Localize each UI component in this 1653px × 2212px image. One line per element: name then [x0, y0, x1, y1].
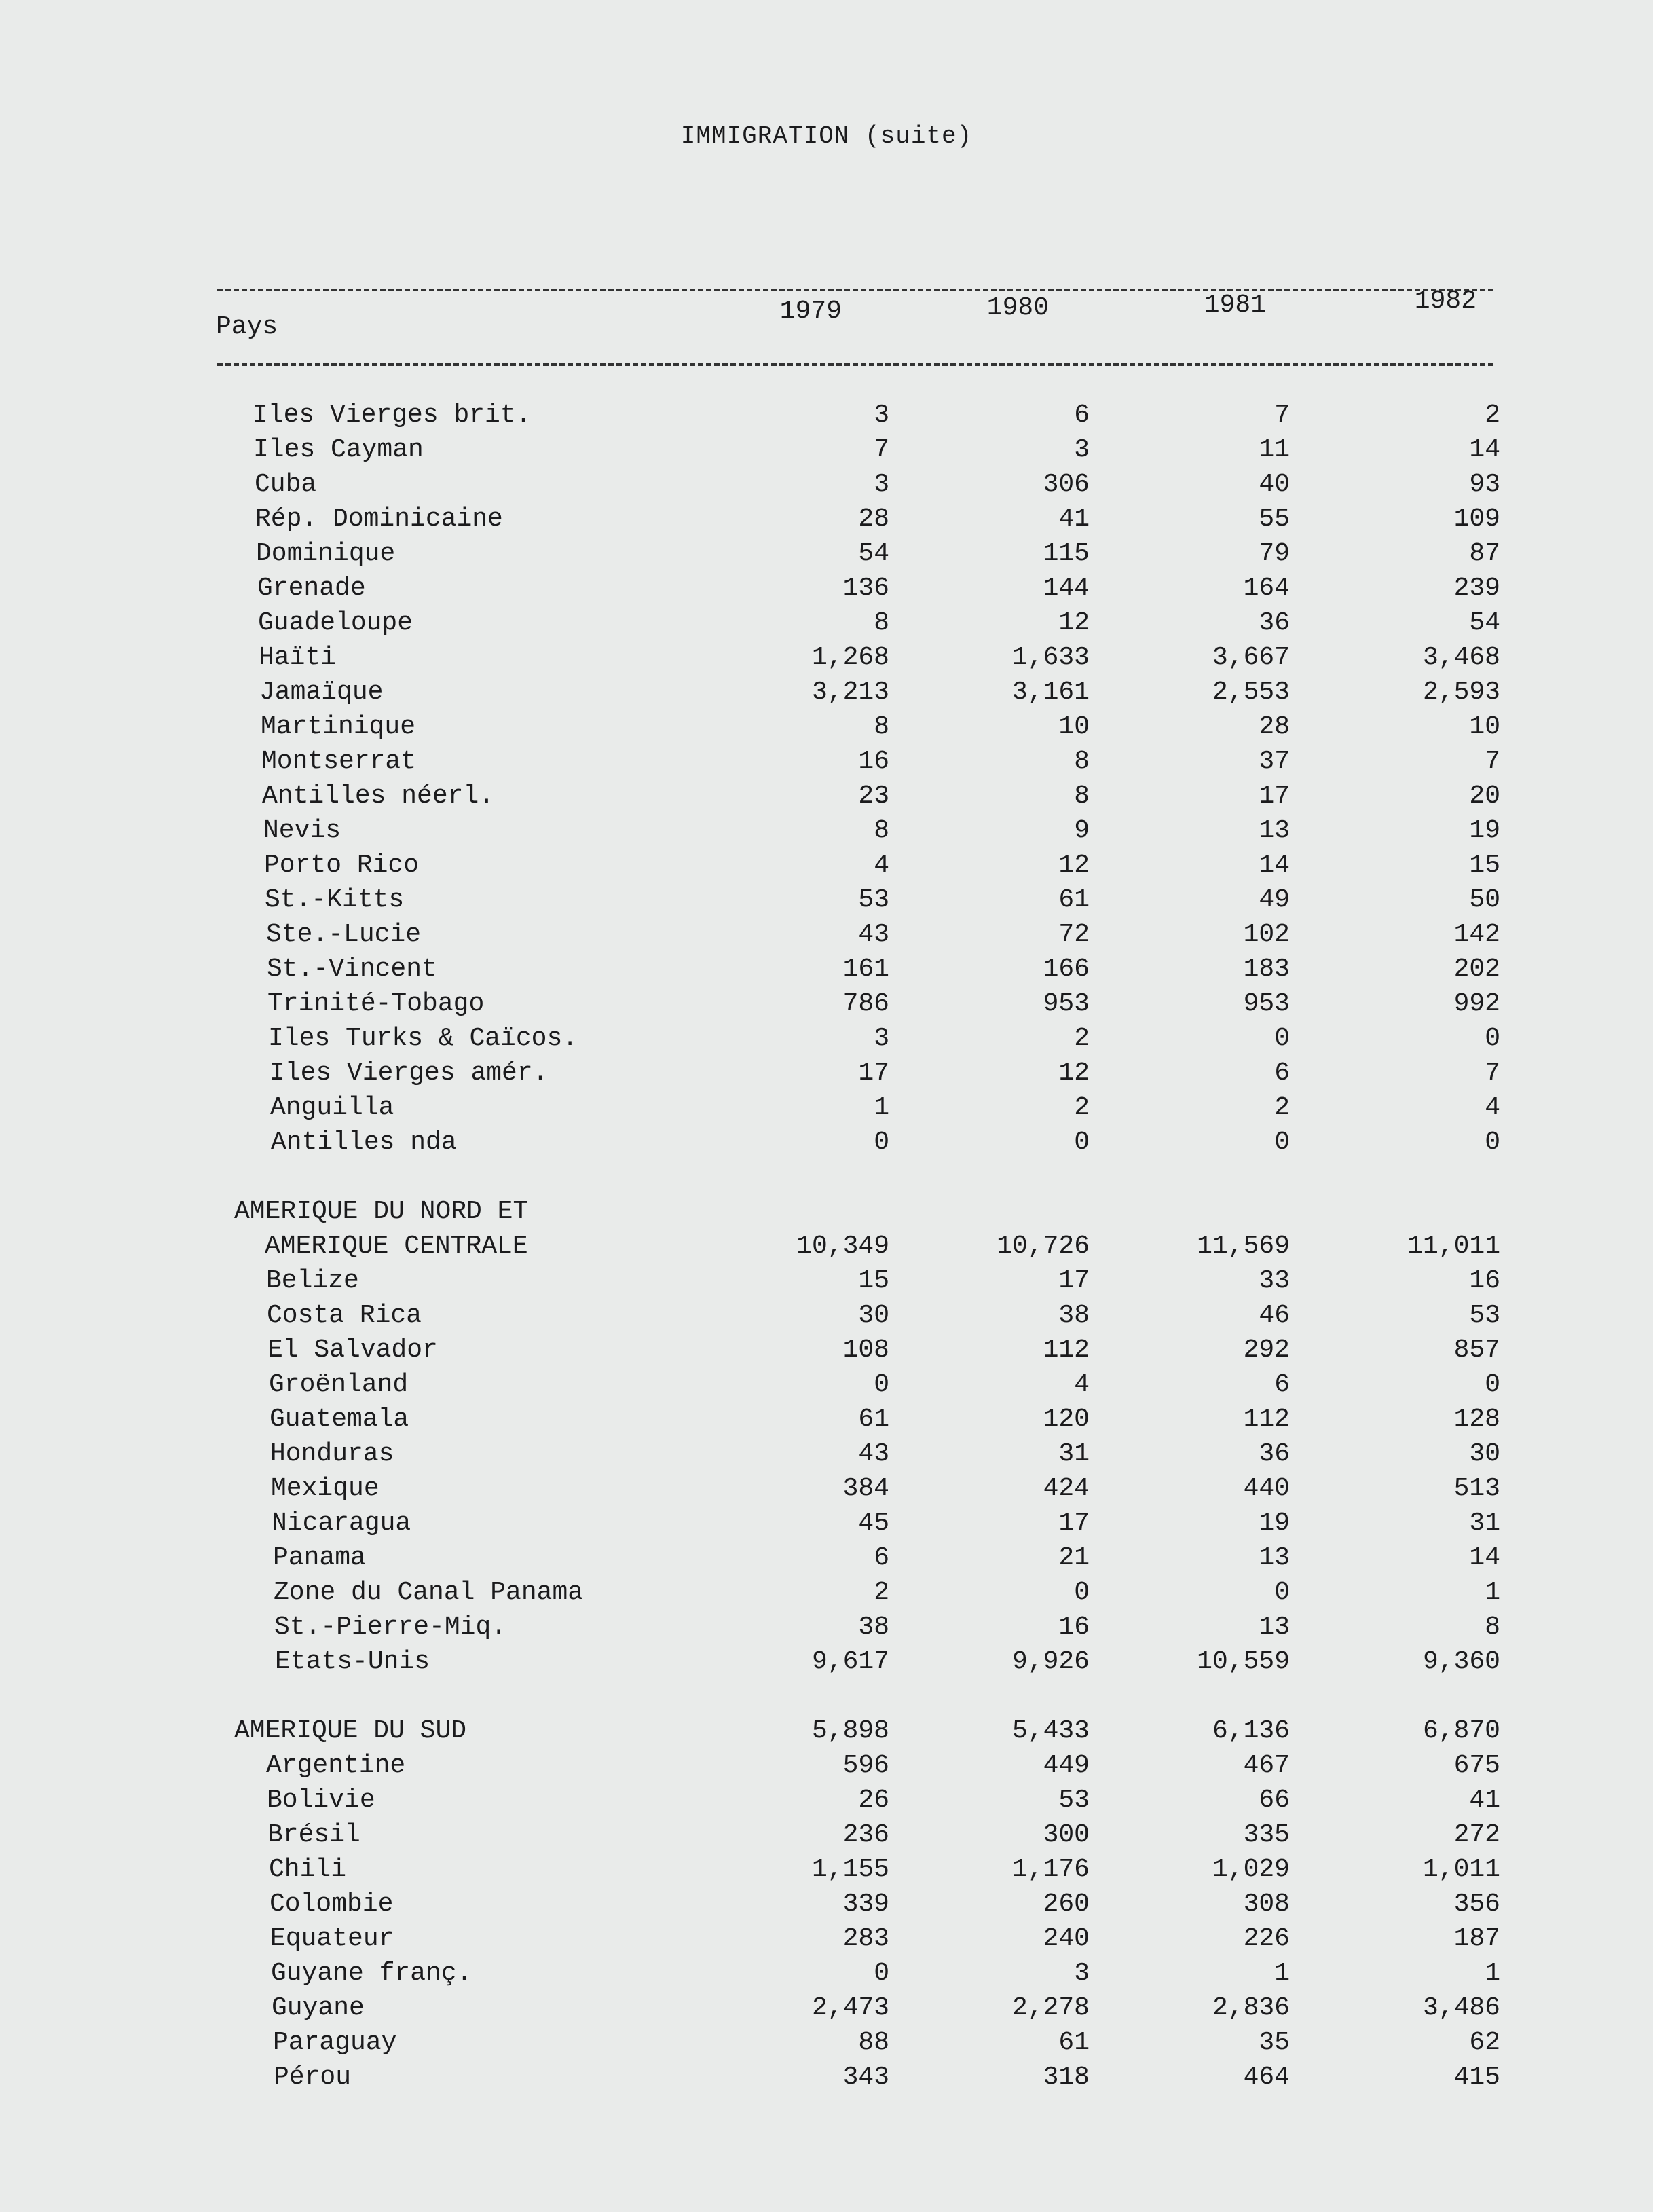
value-cell-1982: 87 — [1469, 539, 1500, 568]
value-cell-1981: 33 — [1259, 1266, 1290, 1295]
value-cell-1980: 144 — [1043, 574, 1090, 603]
value-cell-1982: 1 — [1485, 1578, 1500, 1607]
value-cell-1980: 61 — [1058, 885, 1090, 915]
country-name: Iles Vierges amér. — [270, 1058, 549, 1088]
value-cell-1982: 356 — [1453, 1890, 1500, 1919]
value-cell-1981: 13 — [1259, 1612, 1290, 1642]
value-cell-1980: 21 — [1058, 1543, 1090, 1572]
value-cell-1980: 3,161 — [1011, 678, 1090, 707]
column-header-1979: 1979 — [779, 297, 842, 326]
country-name: Honduras — [270, 1439, 394, 1469]
table-row — [0, 574, 1653, 608]
country-name: Haïti — [259, 643, 337, 672]
value-cell-1982: 128 — [1453, 1405, 1500, 1434]
value-cell-1982: 16 — [1469, 1266, 1500, 1295]
value-cell-1982: 7 — [1485, 1058, 1500, 1088]
value-cell-1980: 166 — [1043, 955, 1090, 984]
value-cell-1982: 50 — [1469, 885, 1500, 915]
value-cell-1981: 28 — [1259, 712, 1290, 741]
table-row — [0, 1335, 1653, 1370]
country-name: Rép. Dominicaine — [255, 504, 503, 534]
table-row — [0, 1509, 1653, 1543]
country-name: St.-Kitts — [265, 885, 405, 915]
value-cell-1979: 0 — [874, 1128, 889, 1157]
value-cell-1980: 1,633 — [1011, 643, 1090, 672]
value-cell-1981: 66 — [1259, 1786, 1290, 1815]
value-cell-1980: 16 — [1058, 1612, 1090, 1642]
value-cell-1981: 35 — [1259, 2028, 1290, 2057]
table-row — [0, 781, 1653, 816]
section-heading: AMERIQUE DU SUD — [234, 1716, 467, 1746]
table-row — [0, 955, 1653, 989]
value-cell-1981: 19 — [1259, 1509, 1290, 1538]
value-cell-1981: 10,559 — [1197, 1647, 1290, 1676]
table-row — [0, 1093, 1653, 1128]
value-cell-1981: 112 — [1243, 1405, 1290, 1434]
value-cell-1979: 6 — [874, 1543, 889, 1572]
value-cell-1981: 292 — [1243, 1335, 1290, 1365]
table-row — [0, 1058, 1653, 1093]
value-cell-1979: 23 — [858, 781, 889, 811]
value-cell-1982: 202 — [1453, 955, 1500, 984]
value-cell-1982: 54 — [1469, 608, 1500, 638]
country-name: Argentine — [266, 1751, 406, 1780]
value-cell-1981: 6 — [1274, 1058, 1290, 1088]
value-cell-1979: 8 — [874, 712, 889, 741]
value-cell-1980: 3 — [1074, 1959, 1090, 1988]
value-cell-1980: 112 — [1043, 1335, 1090, 1365]
value-cell-1981: 183 — [1243, 955, 1290, 984]
value-cell-1982: 62 — [1469, 2028, 1500, 2057]
value-cell-1979: 283 — [842, 1924, 889, 1953]
value-cell-1980: 1,176 — [1011, 1855, 1090, 1884]
country-name: Pérou — [274, 2063, 352, 2092]
column-header-pays: Pays — [216, 312, 278, 342]
value-cell-1979: 43 — [858, 1439, 889, 1469]
country-name: Guadeloupe — [258, 608, 413, 638]
value-cell-1981: 464 — [1243, 2063, 1290, 2092]
country-name: Chili — [269, 1855, 347, 1884]
table-row — [0, 1855, 1653, 1890]
value-cell-1980: 8 — [1074, 781, 1090, 811]
section-heading-row — [0, 1232, 1653, 1266]
value-cell-1979: 38 — [858, 1612, 889, 1642]
value-cell-1979: 108 — [842, 1335, 889, 1365]
value-cell-1980: 953 — [1043, 989, 1090, 1018]
value-cell-1982: 11,011 — [1407, 1232, 1500, 1261]
value-cell-1982: 10 — [1469, 712, 1500, 741]
country-name: Costa Rica — [267, 1301, 422, 1330]
value-cell-1980: 0 — [1074, 1578, 1090, 1607]
country-name: Jamaïque — [259, 678, 384, 707]
section-spacer — [0, 1162, 1653, 1197]
value-cell-1982: 9,360 — [1422, 1647, 1500, 1676]
table-row — [0, 1301, 1653, 1335]
value-cell-1981: 37 — [1259, 747, 1290, 776]
country-name: Dominique — [256, 539, 396, 568]
country-name: Montserrat — [261, 747, 417, 776]
value-cell-1979: 15 — [858, 1266, 889, 1295]
section-spacer — [0, 1682, 1653, 1716]
value-cell-1979: 236 — [842, 1820, 889, 1849]
value-cell-1981: 308 — [1243, 1890, 1290, 1919]
section-heading: AMERIQUE DU NORD ET — [234, 1197, 529, 1226]
value-cell-1981: 17 — [1259, 781, 1290, 811]
value-cell-1981: 1,029 — [1212, 1855, 1290, 1884]
value-cell-1980: 2 — [1074, 1024, 1090, 1053]
value-cell-1982: 675 — [1453, 1751, 1500, 1780]
value-cell-1979: 5,898 — [811, 1716, 889, 1746]
value-cell-1982: 992 — [1453, 989, 1500, 1018]
table-row — [0, 885, 1653, 920]
value-cell-1980: 61 — [1058, 2028, 1090, 2057]
table-row — [0, 1612, 1653, 1647]
value-cell-1981: 55 — [1259, 504, 1290, 534]
value-cell-1981: 11 — [1259, 435, 1290, 464]
value-cell-1981: 3,667 — [1212, 643, 1290, 672]
value-cell-1979: 8 — [874, 816, 889, 845]
value-cell-1981: 40 — [1259, 470, 1290, 499]
country-name: Antilles nda — [271, 1128, 457, 1157]
column-header-1982: 1982 — [1414, 287, 1476, 316]
value-cell-1979: 17 — [858, 1058, 889, 1088]
value-cell-1982: 857 — [1453, 1335, 1500, 1365]
value-cell-1979: 10,349 — [796, 1232, 889, 1261]
value-cell-1979: 53 — [858, 885, 889, 915]
country-name: Nevis — [263, 816, 341, 845]
value-cell-1982: 93 — [1469, 470, 1500, 499]
value-cell-1979: 88 — [858, 2028, 889, 2057]
table-row — [0, 989, 1653, 1024]
value-cell-1982: 41 — [1469, 1786, 1500, 1815]
value-cell-1982: 19 — [1469, 816, 1500, 845]
value-cell-1982: 8 — [1485, 1612, 1500, 1642]
value-cell-1980: 41 — [1058, 504, 1090, 534]
value-cell-1979: 26 — [858, 1786, 889, 1815]
value-cell-1982: 3,468 — [1422, 643, 1500, 672]
value-cell-1980: 115 — [1043, 539, 1090, 568]
value-cell-1982: 6,870 — [1422, 1716, 1500, 1746]
value-cell-1980: 12 — [1058, 1058, 1090, 1088]
value-cell-1980: 240 — [1043, 1924, 1090, 1953]
value-cell-1982: 7 — [1485, 747, 1500, 776]
table-row — [0, 608, 1653, 643]
country-name: El Salvador — [267, 1335, 438, 1365]
value-cell-1982: 0 — [1485, 1370, 1500, 1399]
country-name: Colombie — [270, 1890, 394, 1919]
table-row — [0, 539, 1653, 574]
value-cell-1982: 2 — [1485, 401, 1500, 430]
country-name: Groënland — [269, 1370, 409, 1399]
column-header-1980: 1980 — [986, 293, 1049, 322]
table-row — [0, 1024, 1653, 1058]
country-name: Anguilla — [270, 1093, 394, 1122]
table-row — [0, 1405, 1653, 1439]
table-row — [0, 678, 1653, 712]
value-cell-1981: 1 — [1274, 1959, 1290, 1988]
value-cell-1982: 0 — [1485, 1128, 1500, 1157]
value-cell-1979: 136 — [842, 574, 889, 603]
value-cell-1979: 30 — [858, 1301, 889, 1330]
value-cell-1981: 102 — [1243, 920, 1290, 949]
table-row — [0, 504, 1653, 539]
value-cell-1980: 2 — [1074, 1093, 1090, 1122]
value-cell-1982: 20 — [1469, 781, 1500, 811]
value-cell-1980: 12 — [1058, 608, 1090, 638]
value-cell-1981: 335 — [1243, 1820, 1290, 1849]
value-cell-1979: 0 — [874, 1370, 889, 1399]
value-cell-1979: 61 — [858, 1405, 889, 1434]
value-cell-1980: 38 — [1058, 1301, 1090, 1330]
value-cell-1980: 10,726 — [997, 1232, 1090, 1261]
value-cell-1982: 15 — [1469, 851, 1500, 880]
value-cell-1979: 54 — [858, 539, 889, 568]
value-cell-1980: 5,433 — [1011, 1716, 1090, 1746]
value-cell-1982: 4 — [1485, 1093, 1500, 1122]
page-title: IMMIGRATION (suite) — [680, 122, 973, 150]
value-cell-1979: 786 — [842, 989, 889, 1018]
value-cell-1982: 14 — [1469, 1543, 1500, 1572]
value-cell-1979: 45 — [858, 1509, 889, 1538]
country-name: Guyane — [272, 1993, 365, 2023]
value-cell-1980: 12 — [1058, 851, 1090, 880]
value-cell-1979: 1,268 — [811, 643, 889, 672]
value-cell-1979: 339 — [842, 1890, 889, 1919]
value-cell-1979: 3,213 — [811, 678, 889, 707]
value-cell-1979: 161 — [842, 955, 889, 984]
value-cell-1981: 36 — [1259, 608, 1290, 638]
value-cell-1982: 272 — [1453, 1820, 1500, 1849]
value-cell-1981: 467 — [1243, 1751, 1290, 1780]
table-row — [0, 851, 1653, 885]
value-cell-1980: 10 — [1058, 712, 1090, 741]
value-cell-1979: 2 — [874, 1578, 889, 1607]
column-header-1981: 1981 — [1204, 291, 1266, 320]
value-cell-1982: 1 — [1485, 1959, 1500, 1988]
value-cell-1982: 187 — [1453, 1924, 1500, 1953]
value-cell-1979: 1 — [874, 1093, 889, 1122]
country-name: Antilles néerl. — [262, 781, 495, 811]
value-cell-1981: 13 — [1259, 816, 1290, 845]
value-cell-1980: 9 — [1074, 816, 1090, 845]
value-cell-1979: 3 — [874, 401, 889, 430]
country-name: Belize — [266, 1266, 359, 1295]
value-cell-1980: 17 — [1058, 1266, 1090, 1295]
value-cell-1981: 953 — [1243, 989, 1290, 1018]
country-name: Guatemala — [270, 1405, 409, 1434]
value-cell-1980: 9,926 — [1011, 1647, 1090, 1676]
value-cell-1979: 16 — [858, 747, 889, 776]
value-cell-1982: 0 — [1485, 1024, 1500, 1053]
country-name: Nicaragua — [272, 1509, 411, 1538]
value-cell-1982: 53 — [1469, 1301, 1500, 1330]
value-cell-1981: 36 — [1259, 1439, 1290, 1469]
value-cell-1981: 7 — [1274, 401, 1290, 430]
value-cell-1982: 1,011 — [1422, 1855, 1500, 1884]
value-cell-1981: 2,553 — [1212, 678, 1290, 707]
table-row — [0, 1924, 1653, 1959]
country-name: Brésil — [267, 1820, 360, 1849]
table-row — [0, 1128, 1653, 1162]
value-cell-1981: 0 — [1274, 1128, 1290, 1157]
table-row — [0, 1370, 1653, 1405]
value-cell-1982: 109 — [1453, 504, 1500, 534]
country-name: Equateur — [270, 1924, 394, 1953]
country-name: Bolivie — [267, 1786, 375, 1815]
country-name: Zone du Canal Panama — [274, 1578, 584, 1607]
value-cell-1980: 4 — [1074, 1370, 1090, 1399]
country-name: Grenade — [257, 574, 366, 603]
value-cell-1980: 0 — [1074, 1128, 1090, 1157]
value-cell-1982: 31 — [1469, 1509, 1500, 1538]
value-cell-1981: 46 — [1259, 1301, 1290, 1330]
section-heading: AMERIQUE CENTRALE — [265, 1232, 528, 1261]
table-row — [0, 1578, 1653, 1612]
table-row — [0, 1890, 1653, 1924]
value-cell-1982: 415 — [1453, 2063, 1500, 2092]
value-cell-1982: 513 — [1453, 1474, 1500, 1503]
table-row — [0, 1474, 1653, 1509]
value-cell-1979: 384 — [842, 1474, 889, 1503]
value-cell-1982: 14 — [1469, 435, 1500, 464]
value-cell-1979: 596 — [842, 1751, 889, 1780]
header-top-rule — [217, 289, 1493, 291]
value-cell-1980: 8 — [1074, 747, 1090, 776]
value-cell-1981: 11,569 — [1197, 1232, 1290, 1261]
value-cell-1982: 239 — [1453, 574, 1500, 603]
value-cell-1982: 3,486 — [1422, 1993, 1500, 2023]
header-bottom-rule — [217, 363, 1493, 366]
table-row — [0, 920, 1653, 955]
value-cell-1981: 49 — [1259, 885, 1290, 915]
immigration-table — [0, 401, 1653, 2097]
value-cell-1980: 53 — [1058, 1786, 1090, 1815]
value-cell-1980: 424 — [1043, 1474, 1090, 1503]
value-cell-1981: 440 — [1243, 1474, 1290, 1503]
value-cell-1982: 30 — [1469, 1439, 1500, 1469]
country-name: Iles Vierges brit. — [253, 401, 532, 430]
value-cell-1979: 7 — [874, 435, 889, 464]
value-cell-1981: 6 — [1274, 1370, 1290, 1399]
table-row — [0, 1543, 1653, 1578]
table-row — [0, 1647, 1653, 1682]
value-cell-1979: 343 — [842, 2063, 889, 2092]
value-cell-1979: 28 — [858, 504, 889, 534]
value-cell-1982: 142 — [1453, 920, 1500, 949]
value-cell-1981: 164 — [1243, 574, 1290, 603]
value-cell-1979: 3 — [874, 470, 889, 499]
table-row — [0, 470, 1653, 504]
country-name: Martinique — [261, 712, 416, 741]
section-heading-row — [0, 1197, 1653, 1232]
country-name: Etats-Unis — [275, 1647, 430, 1676]
table-row — [0, 2063, 1653, 2097]
value-cell-1981: 14 — [1259, 851, 1290, 880]
country-name: Iles Cayman — [253, 435, 424, 464]
value-cell-1979: 4 — [874, 851, 889, 880]
value-cell-1979: 0 — [874, 1959, 889, 1988]
table-row — [0, 643, 1653, 678]
value-cell-1979: 1,155 — [811, 1855, 889, 1884]
country-name: St.-Pierre-Miq. — [274, 1612, 507, 1642]
table-row — [0, 1959, 1653, 1993]
value-cell-1981: 226 — [1243, 1924, 1290, 1953]
country-name: Iles Turks & Caïcos. — [268, 1024, 578, 1053]
value-cell-1980: 17 — [1058, 1509, 1090, 1538]
value-cell-1981: 6,136 — [1212, 1716, 1290, 1746]
country-name: Porto Rico — [264, 851, 420, 880]
value-cell-1981: 2,836 — [1212, 1993, 1290, 2023]
value-cell-1979: 8 — [874, 608, 889, 638]
section-heading-row — [0, 1716, 1653, 1751]
value-cell-1980: 120 — [1043, 1405, 1090, 1434]
country-name: Mexique — [271, 1474, 379, 1503]
country-name: St.-Vincent — [267, 955, 437, 984]
country-name: Trinité-Tobago — [267, 989, 485, 1018]
value-cell-1981: 79 — [1259, 539, 1290, 568]
value-cell-1980: 3 — [1074, 435, 1090, 464]
country-name: Guyane franç. — [271, 1959, 472, 1988]
table-row — [0, 1786, 1653, 1820]
country-name: Ste.-Lucie — [266, 920, 422, 949]
value-cell-1979: 2,473 — [811, 1993, 889, 2023]
value-cell-1979: 43 — [858, 920, 889, 949]
value-cell-1980: 318 — [1043, 2063, 1090, 2092]
country-name: Paraguay — [273, 2028, 397, 2057]
table-row — [0, 1993, 1653, 2028]
table-row — [0, 2028, 1653, 2063]
value-cell-1980: 31 — [1058, 1439, 1090, 1469]
value-cell-1980: 449 — [1043, 1751, 1090, 1780]
table-row — [0, 747, 1653, 781]
table-row — [0, 1751, 1653, 1786]
value-cell-1979: 3 — [874, 1024, 889, 1053]
value-cell-1979: 9,617 — [811, 1647, 889, 1676]
value-cell-1980: 6 — [1074, 401, 1090, 430]
country-name: Cuba — [255, 470, 317, 499]
table-row — [0, 816, 1653, 851]
value-cell-1981: 0 — [1274, 1024, 1290, 1053]
table-row — [0, 712, 1653, 747]
table-row — [0, 1439, 1653, 1474]
country-name: Panama — [273, 1543, 366, 1572]
value-cell-1980: 300 — [1043, 1820, 1090, 1849]
value-cell-1981: 13 — [1259, 1543, 1290, 1572]
value-cell-1980: 260 — [1043, 1890, 1090, 1919]
table-row — [0, 1266, 1653, 1301]
value-cell-1980: 2,278 — [1011, 1993, 1090, 2023]
table-row — [0, 401, 1653, 435]
table-row — [0, 435, 1653, 470]
value-cell-1981: 2 — [1274, 1093, 1290, 1122]
value-cell-1980: 72 — [1058, 920, 1090, 949]
value-cell-1982: 2,593 — [1422, 678, 1500, 707]
value-cell-1981: 0 — [1274, 1578, 1290, 1607]
table-row — [0, 1820, 1653, 1855]
value-cell-1980: 306 — [1043, 470, 1090, 499]
